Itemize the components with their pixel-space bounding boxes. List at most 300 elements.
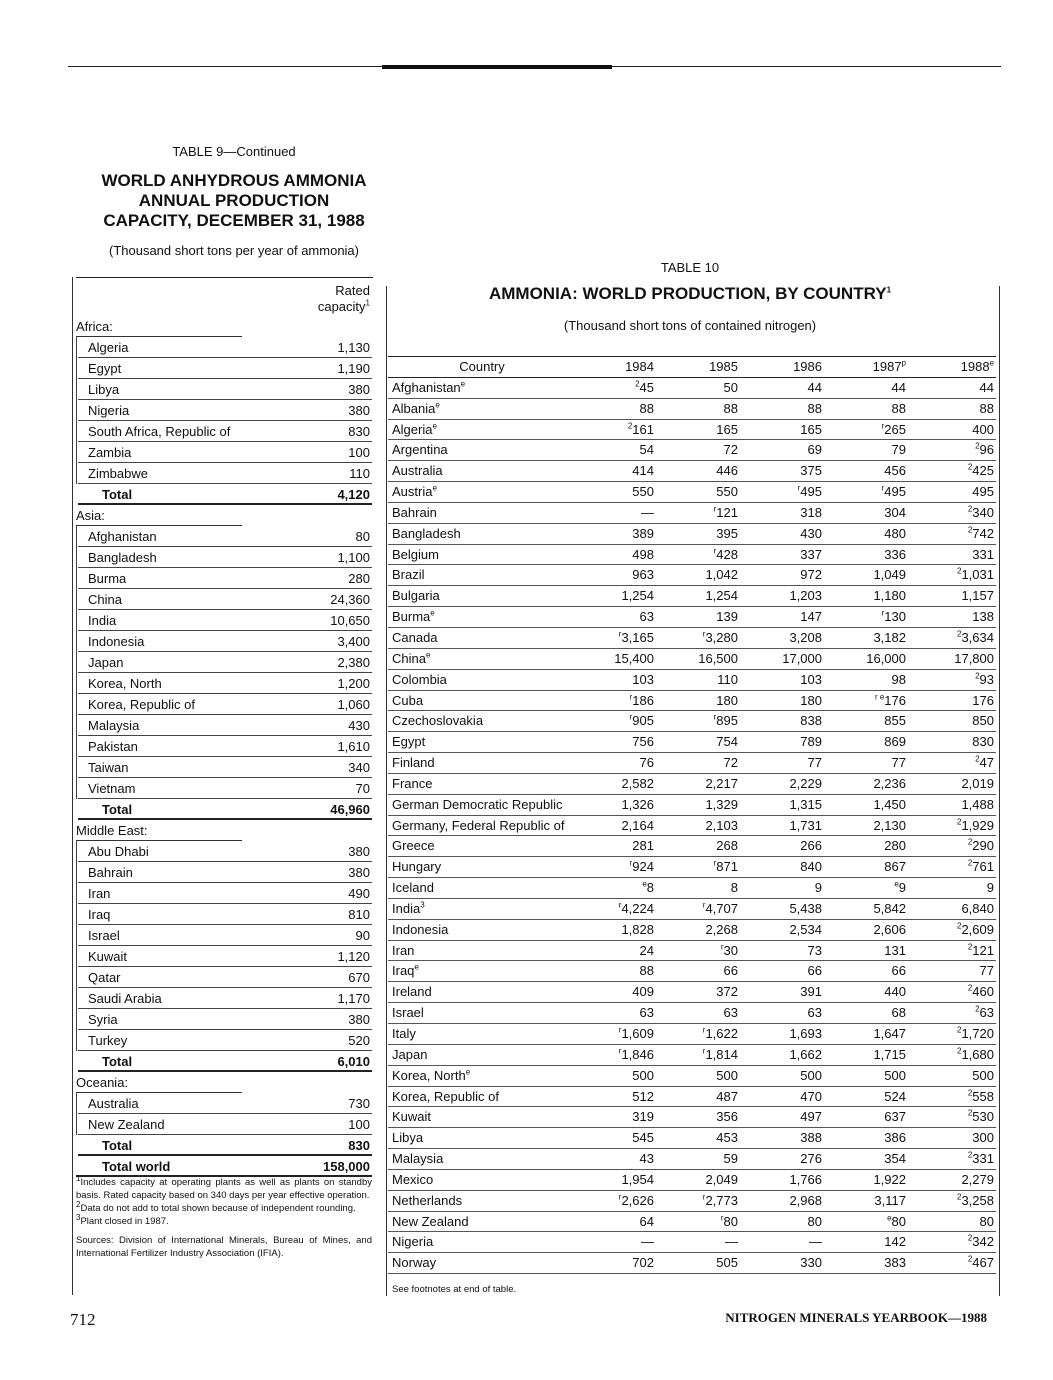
value: 50 <box>723 379 738 395</box>
country-cell <box>388 1149 572 1169</box>
table9-row-item <box>72 631 374 652</box>
value-note: r <box>881 608 885 618</box>
row-label: Australia <box>88 1096 139 1111</box>
value-cell <box>740 795 824 815</box>
value-cell <box>824 878 908 898</box>
value-note: r <box>881 421 885 431</box>
country-name: Italy <box>392 1026 416 1041</box>
table9-title-line: ANNUAL PRODUCTION <box>138 191 330 210</box>
value-note: r e <box>874 692 885 702</box>
value: 2,164 <box>621 817 654 833</box>
value: 9 <box>814 880 822 896</box>
value: 165 <box>716 421 738 437</box>
table-row <box>388 753 996 774</box>
value: 1,329 <box>705 796 738 812</box>
value-cell <box>824 670 908 690</box>
value: 497 <box>800 1109 822 1125</box>
value-cell <box>572 607 656 627</box>
country-cell <box>388 1128 572 1148</box>
country-name: Cuba <box>392 692 424 708</box>
value: 1,846 <box>621 1046 654 1062</box>
row-label: Middle East: <box>76 823 148 838</box>
value: 9 <box>986 880 994 896</box>
table-row <box>388 836 996 857</box>
row-left-rule <box>76 778 77 799</box>
value: 3,634 <box>961 629 994 645</box>
table-row <box>388 586 996 607</box>
value: 300 <box>972 1130 994 1146</box>
value: 1,715 <box>873 1046 906 1062</box>
value: 72 <box>723 442 738 458</box>
value: 319 <box>632 1109 654 1125</box>
value: 103 <box>632 671 654 687</box>
value: 77 <box>807 755 822 771</box>
value-cell <box>740 753 824 773</box>
value-cell <box>908 1087 996 1107</box>
value: 1,488 <box>961 796 994 812</box>
value: 88 <box>979 400 994 416</box>
row-left-rule <box>76 442 77 463</box>
value-cell <box>656 920 740 940</box>
row-label: Kuwait <box>88 949 128 964</box>
value: 383 <box>884 1255 906 1271</box>
table-row <box>388 565 996 586</box>
value: 389 <box>632 525 654 541</box>
value-cell <box>740 1087 824 1107</box>
table9-row-item <box>72 967 374 988</box>
value-note: 2 <box>967 858 973 868</box>
value-cell <box>908 774 996 794</box>
table9-row-item <box>72 757 374 778</box>
value-cell <box>908 503 996 523</box>
value-cell <box>740 1107 824 1127</box>
country-cell <box>388 961 572 981</box>
value-cell <box>572 461 656 481</box>
value: 93 <box>979 671 994 687</box>
country-name: Albania <box>392 400 436 416</box>
table-row <box>388 1232 996 1253</box>
value-cell <box>908 461 996 481</box>
value-cell <box>572 795 656 815</box>
row-value: 830 <box>348 1138 370 1153</box>
value-cell <box>824 920 908 940</box>
row-value: 380 <box>348 382 370 397</box>
value: 754 <box>716 734 738 750</box>
value: 73 <box>807 942 822 958</box>
value: 80 <box>723 1213 738 1229</box>
value: 505 <box>716 1255 738 1271</box>
row-value: 1,610 <box>337 739 370 754</box>
value: 15,400 <box>614 650 654 666</box>
value-cell <box>908 1066 996 1086</box>
value: 487 <box>716 1088 738 1104</box>
value: 8 <box>730 880 738 896</box>
value-note: e <box>887 1213 892 1223</box>
top-rule-accent <box>382 65 612 69</box>
value-note: 2 <box>975 442 980 452</box>
value: 330 <box>800 1255 822 1271</box>
value: 290 <box>972 838 994 854</box>
value-cell <box>572 440 656 460</box>
country-name: Ireland <box>392 984 432 1000</box>
value-cell <box>740 1024 824 1044</box>
value-cell <box>572 670 656 690</box>
row-label: Africa: <box>76 319 113 334</box>
row-label: Indonesia <box>88 634 145 649</box>
row-label: Malaysia <box>88 718 140 733</box>
value: 98 <box>891 671 906 687</box>
row-left-rule <box>76 715 77 736</box>
value: 331 <box>972 546 994 562</box>
value: 2,534 <box>789 921 822 937</box>
value-cell <box>656 545 740 565</box>
table9-row-item <box>72 883 374 904</box>
value-cell <box>824 482 908 502</box>
value: 850 <box>972 713 994 729</box>
row-label: India <box>88 613 117 628</box>
table-row <box>388 920 996 941</box>
table-row <box>388 545 996 566</box>
table-row <box>388 941 996 962</box>
row-label: South Africa, Republic of <box>88 424 231 439</box>
value-cell <box>572 774 656 794</box>
country-cell <box>388 795 572 815</box>
value-cell <box>824 753 908 773</box>
value: 1,929 <box>961 817 994 833</box>
value-note: r <box>629 858 633 868</box>
value-cell <box>572 691 656 711</box>
value: 3,208 <box>789 629 822 645</box>
value: 395 <box>716 525 738 541</box>
row-value: 730 <box>348 1096 370 1111</box>
value-cell <box>908 920 996 940</box>
value: 142 <box>884 1234 906 1250</box>
value: 467 <box>972 1255 994 1271</box>
value-cell <box>656 711 740 731</box>
country-note: e <box>414 963 419 973</box>
value-cell <box>572 503 656 523</box>
row-value: 280 <box>348 571 370 586</box>
value: 54 <box>639 442 654 458</box>
table-row <box>388 795 996 816</box>
value: 963 <box>632 567 654 583</box>
country-cell <box>388 1066 572 1086</box>
value: 265 <box>884 421 906 437</box>
table9-row-item <box>72 715 374 736</box>
value-note: 2 <box>957 921 962 931</box>
value: 2,773 <box>705 1192 738 1208</box>
country-cell <box>388 1024 572 1044</box>
value-note: 2 <box>967 838 973 848</box>
value: 121 <box>716 504 738 520</box>
value-note: r <box>720 1213 724 1223</box>
value-note: r <box>713 858 717 868</box>
value: 414 <box>632 463 654 479</box>
value: 3,280 <box>705 629 738 645</box>
country-name: Indonesia <box>392 921 449 937</box>
row-label: Bahrain <box>88 865 133 880</box>
table10-caption: TABLE 10 <box>660 260 720 275</box>
value: 545 <box>632 1130 654 1146</box>
row-left-rule <box>76 967 77 988</box>
value: 318 <box>800 504 822 520</box>
value-note: r <box>618 900 622 910</box>
value: 342 <box>972 1234 994 1250</box>
value-cell <box>824 378 908 398</box>
value-cell <box>824 941 908 961</box>
value-cell <box>824 1045 908 1065</box>
value-cell <box>740 1232 824 1252</box>
table9-body <box>72 316 374 1177</box>
value-cell <box>572 586 656 606</box>
value: 281 <box>632 838 654 854</box>
value-cell <box>572 1232 656 1252</box>
value-cell <box>572 711 656 731</box>
value: 2,968 <box>789 1192 822 1208</box>
value: 372 <box>716 984 738 1000</box>
value-cell <box>656 503 740 523</box>
value-note: r <box>629 713 633 723</box>
value-cell <box>824 524 908 544</box>
row-label: Israel <box>88 928 120 943</box>
value-cell <box>740 565 824 585</box>
value-cell <box>740 1128 824 1148</box>
value: 304 <box>884 504 906 520</box>
country-note: e <box>435 400 440 410</box>
value-note: 2 <box>967 1150 973 1160</box>
table-row <box>388 482 996 503</box>
value: 840 <box>800 859 822 875</box>
value-cell <box>572 941 656 961</box>
row-value: 6,010 <box>337 1054 370 1069</box>
country-name: Iran <box>392 942 415 958</box>
value: 2,582 <box>621 775 654 791</box>
value: 1,693 <box>789 1026 822 1041</box>
value-note: 2 <box>967 1088 973 1098</box>
value-cell <box>572 1066 656 1086</box>
value-cell <box>740 1149 824 1169</box>
value-cell <box>572 399 656 419</box>
value: 530 <box>972 1109 994 1125</box>
value: 500 <box>632 1067 654 1083</box>
table-row <box>388 982 996 1003</box>
country-name: Greece <box>392 838 435 854</box>
value-note: 2 <box>957 567 962 577</box>
value: 79 <box>891 442 906 458</box>
row-label: Korea, North <box>88 676 162 691</box>
country-name: Nigeria <box>392 1234 434 1250</box>
country-cell <box>388 399 572 419</box>
value-cell <box>740 899 824 919</box>
value: 500 <box>884 1067 906 1083</box>
row-value: 1,130 <box>337 340 370 355</box>
value-cell <box>908 1170 996 1190</box>
country-name: Israel <box>392 1005 424 1021</box>
value-cell <box>908 857 996 877</box>
value: 1,720 <box>961 1026 994 1041</box>
value-cell <box>824 503 908 523</box>
value-note: e <box>642 879 647 889</box>
value: 855 <box>884 713 906 729</box>
value-cell <box>824 1232 908 1252</box>
value-cell <box>572 482 656 502</box>
value: 1,450 <box>873 796 906 812</box>
value: 742 <box>972 525 994 541</box>
value: 2,217 <box>705 775 738 791</box>
value: 386 <box>884 1130 906 1146</box>
value-cell <box>572 899 656 919</box>
row-left-rule <box>76 925 77 946</box>
value-cell <box>656 1087 740 1107</box>
country-cell <box>388 774 572 794</box>
value-cell <box>656 565 740 585</box>
value-note: r <box>702 629 706 639</box>
value-note: 2 <box>967 462 973 472</box>
table9-footnotes <box>76 1173 372 1260</box>
table9-column-header <box>250 283 370 315</box>
column-header <box>656 357 740 377</box>
row-value: 100 <box>348 1117 370 1132</box>
value-cell <box>572 816 656 836</box>
table-row <box>388 378 996 399</box>
column-header-label: 1986 <box>793 359 822 374</box>
value: 5,842 <box>873 900 906 916</box>
value-cell <box>908 1253 996 1273</box>
value-cell <box>824 1170 908 1190</box>
row-value: 380 <box>348 844 370 859</box>
value: 4,707 <box>705 900 738 916</box>
value-cell <box>656 670 740 690</box>
row-label: Japan <box>88 655 124 670</box>
value-note: r <box>618 629 622 639</box>
value: 1,766 <box>789 1171 822 1187</box>
value-note: 2 <box>967 525 973 535</box>
value-cell <box>908 565 996 585</box>
table-row <box>388 691 996 712</box>
value: 69 <box>807 442 822 458</box>
country-cell <box>388 1045 572 1065</box>
value: 2,609 <box>961 921 994 937</box>
value-cell <box>908 941 996 961</box>
country-name: Brazil <box>392 567 425 583</box>
value-cell <box>656 1232 740 1252</box>
table-row <box>388 1024 996 1045</box>
row-label: Zambia <box>88 445 132 460</box>
value: 3,117 <box>874 1192 906 1208</box>
country-cell <box>388 732 572 752</box>
row-value: 158,000 <box>323 1159 370 1174</box>
value: 1,622 <box>705 1026 738 1041</box>
value-cell <box>572 628 656 648</box>
value: 176 <box>972 692 994 708</box>
value: 500 <box>972 1067 994 1083</box>
value: 3,165 <box>621 629 654 645</box>
value: 80 <box>979 1213 994 1229</box>
country-cell <box>388 1212 572 1232</box>
table9-row-item <box>72 694 374 715</box>
country-name: Finland <box>392 755 435 771</box>
table10-footnote: See footnotes at end of table. <box>392 1284 517 1295</box>
row-left-rule <box>76 589 77 610</box>
column-header <box>740 357 824 377</box>
value-cell <box>824 607 908 627</box>
value-cell <box>656 1253 740 1273</box>
row-left-rule <box>76 610 77 631</box>
country-cell <box>388 607 572 627</box>
value-cell <box>740 732 824 752</box>
country-note: e <box>432 483 437 493</box>
value: 1,922 <box>873 1171 906 1187</box>
value-cell <box>656 753 740 773</box>
country-cell <box>388 649 572 669</box>
value-note: 2 <box>967 1234 973 1244</box>
value-cell <box>656 795 740 815</box>
value-cell <box>824 1149 908 1169</box>
value-note: 2 <box>967 504 973 514</box>
value-cell <box>656 1003 740 1023</box>
value: 3,258 <box>961 1192 994 1208</box>
value: 761 <box>972 859 994 875</box>
value-cell <box>908 1232 996 1252</box>
value: 68 <box>891 1005 906 1021</box>
country-name: Burma <box>392 609 431 625</box>
value-cell <box>572 1045 656 1065</box>
value-cell <box>656 399 740 419</box>
table-row <box>388 440 996 461</box>
value-cell <box>824 586 908 606</box>
column-header-label: 1984 <box>625 359 654 374</box>
row-label: Bangladesh <box>88 550 157 565</box>
value-cell <box>740 1045 824 1065</box>
value: 2,049 <box>705 1171 738 1187</box>
country-cell <box>388 586 572 606</box>
value: 1,326 <box>621 796 654 812</box>
row-value: 2,380 <box>337 655 370 670</box>
value: 16,500 <box>698 650 738 666</box>
row-value: 380 <box>348 1012 370 1027</box>
country-name: German Democratic Republic <box>392 796 563 812</box>
value-cell <box>572 753 656 773</box>
row-value: 1,060 <box>337 697 370 712</box>
row-label: Total <box>102 1138 133 1153</box>
value-cell <box>656 1170 740 1190</box>
row-left-rule <box>76 463 77 484</box>
table-row <box>388 774 996 795</box>
value-cell <box>908 420 996 440</box>
value-cell <box>740 440 824 460</box>
table10 <box>388 356 996 1274</box>
table-row <box>388 399 996 420</box>
value-cell <box>740 941 824 961</box>
value: 121 <box>972 942 994 958</box>
value: 356 <box>716 1109 738 1125</box>
table-row <box>388 857 996 878</box>
country-cell <box>388 1107 572 1127</box>
country-cell <box>388 711 572 731</box>
row-value: 80 <box>355 529 370 544</box>
value-cell <box>740 1170 824 1190</box>
table9-row-item <box>72 421 374 442</box>
value-note: r <box>720 942 724 952</box>
country-name: Belgium <box>392 546 439 562</box>
value-cell <box>740 878 824 898</box>
value-cell <box>572 1253 656 1273</box>
value-note: r <box>702 1046 706 1056</box>
table9-row-item <box>72 1030 374 1051</box>
value-cell <box>740 691 824 711</box>
value: 63 <box>723 1005 738 1021</box>
rated-label: Rated <box>335 283 370 298</box>
